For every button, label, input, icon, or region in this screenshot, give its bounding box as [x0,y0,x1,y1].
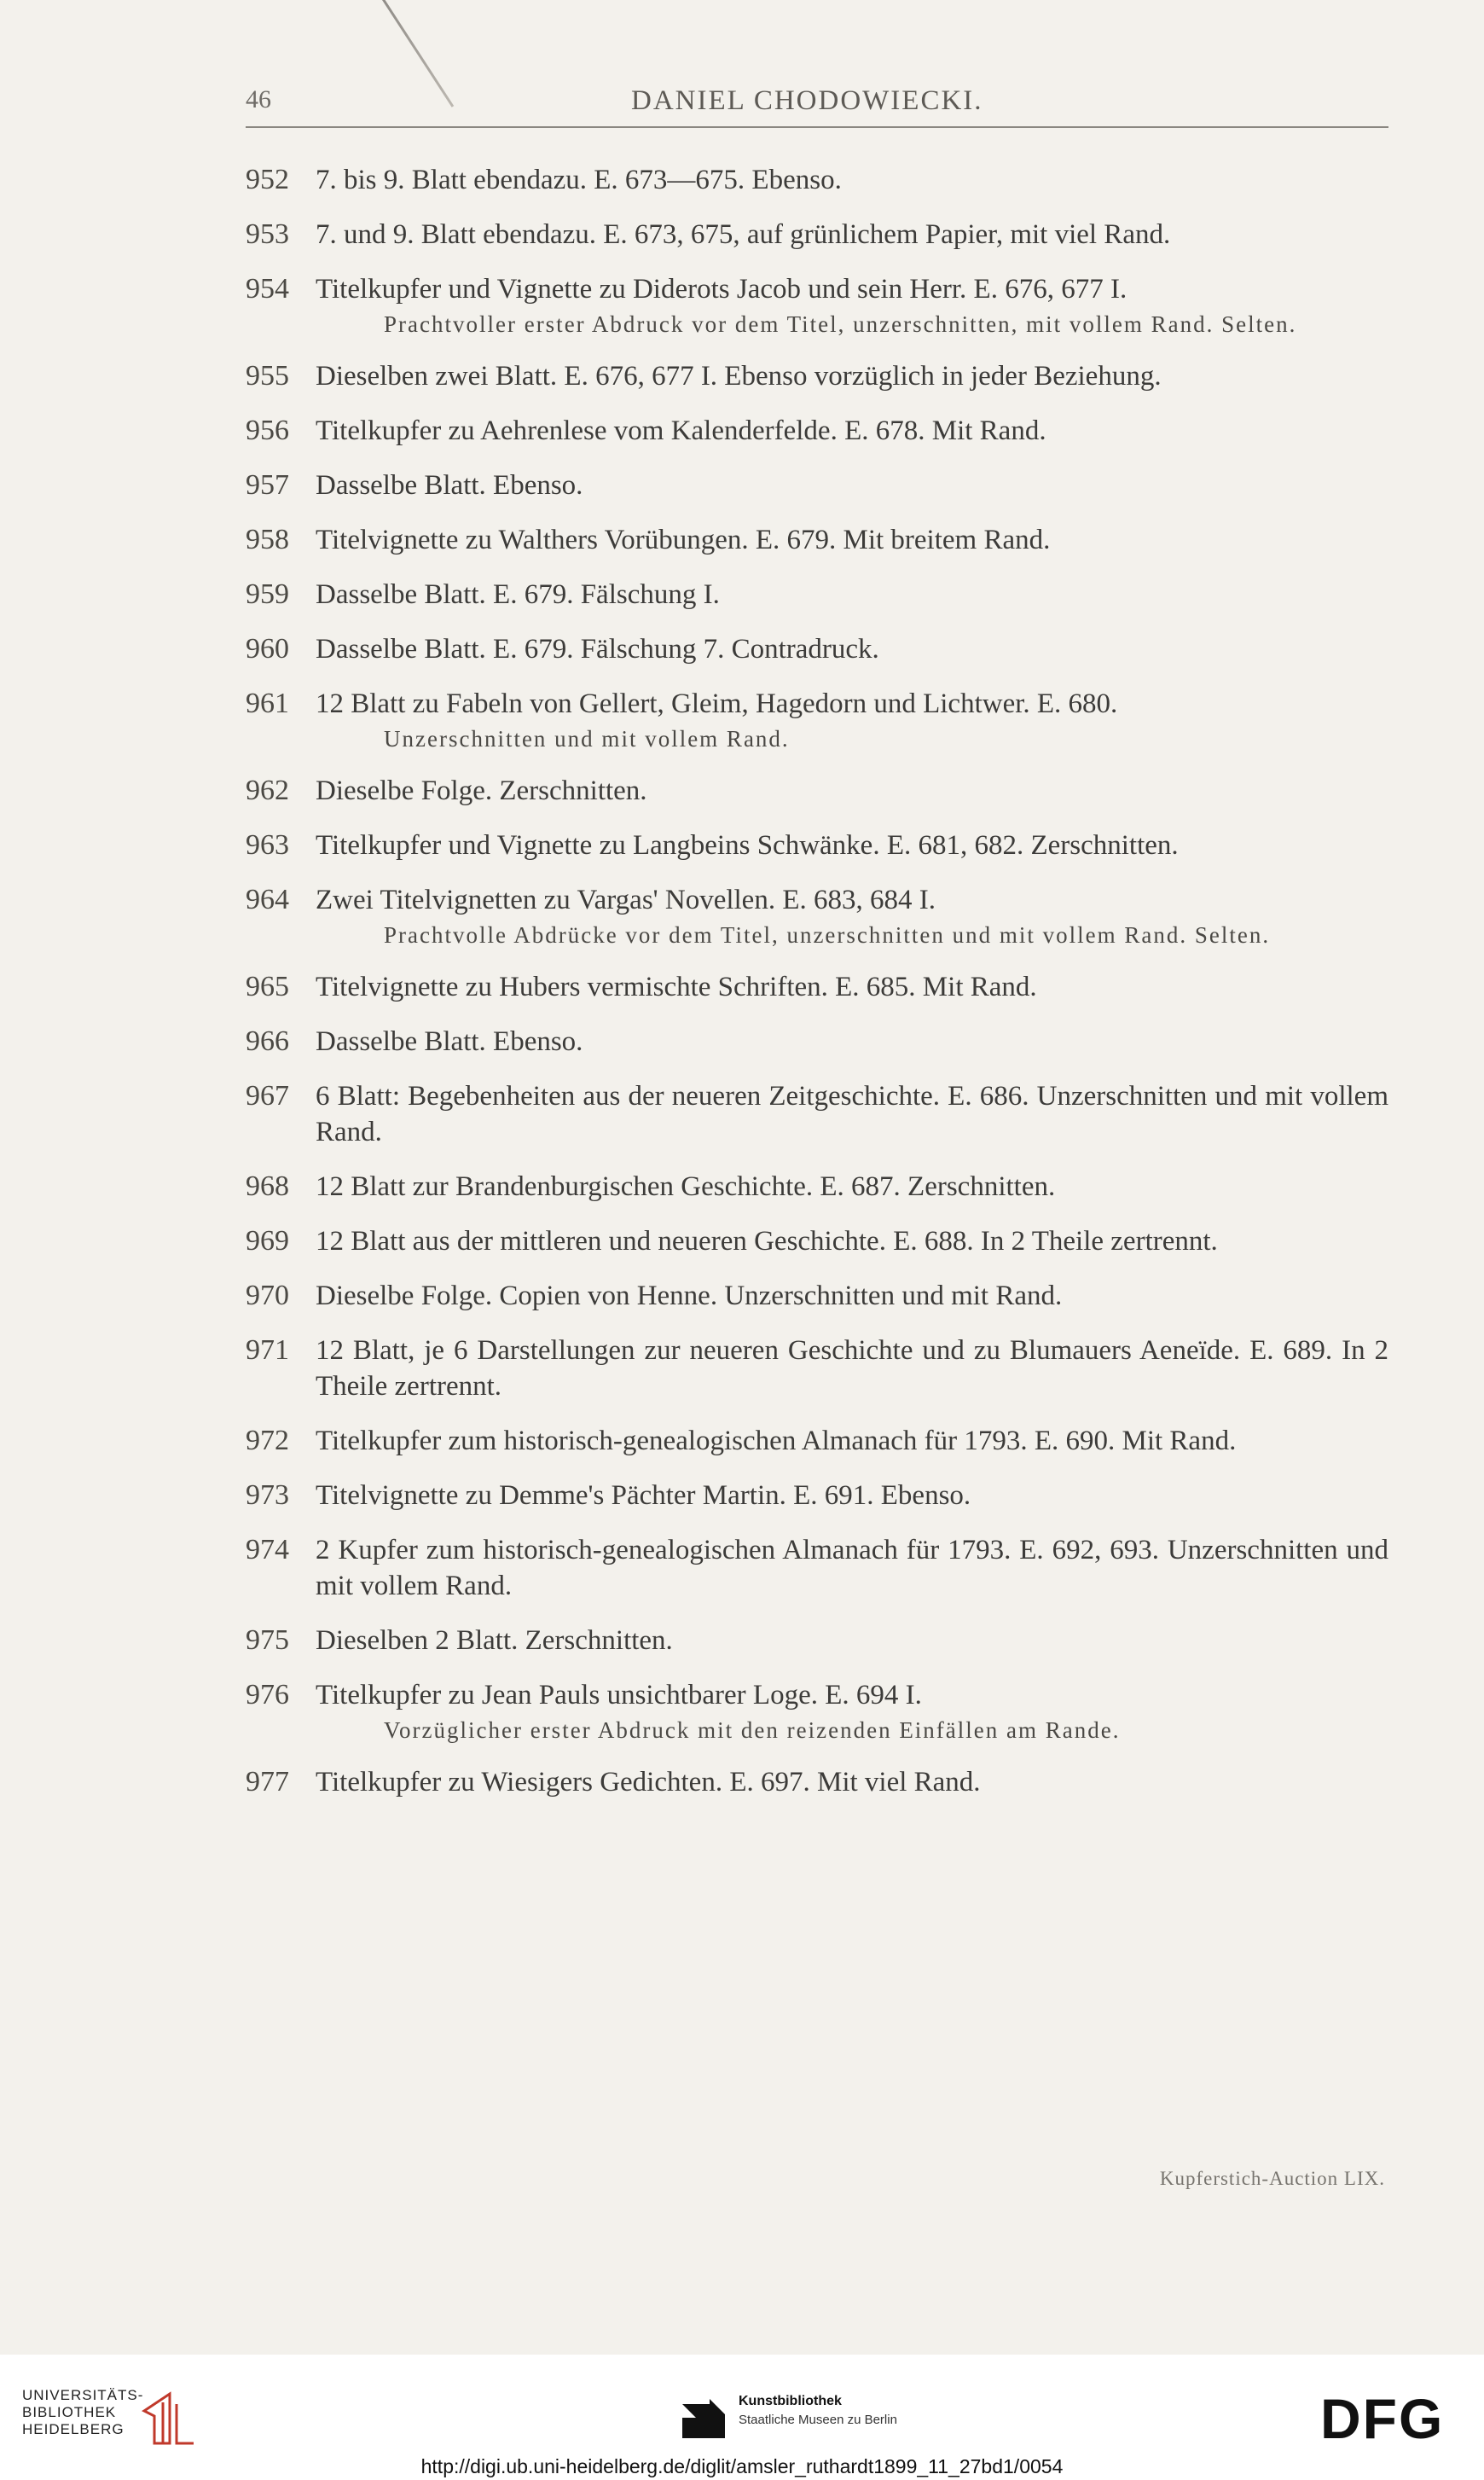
entry-description: Dasselbe Blatt. E. 679. Fälschung I. [316,579,720,610]
entry-condition-note: Unzerschnitten und mit vollem Rand. [384,726,790,752]
entry-number: 961 [246,688,289,719]
digitization-footer [0,2355,1484,2480]
ub-emblem-icon [137,2387,200,2450]
entry-description: 2 Kupfer zum historisch-genealogischen Almanach für 1793. E. 692, 693. Unzerschnitten und mit vollem Rand. [316,1535,1388,1601]
catalogue-entry [246,217,1388,253]
header-rule [246,126,1388,128]
ub-name-line-3: HEIDELBERG [22,2421,125,2437]
page-header [246,78,1388,126]
entry-description: Dieselbe Folge. Copien von Henne. Unzerschnitten und mit Rand. [316,1281,1063,1311]
catalogue-entry [246,1764,1388,1800]
entry-number: 965 [246,971,289,1002]
catalogue-entry [246,828,1388,863]
catalogue-entry [246,1278,1388,1314]
entry-description: Titelkupfer zum historisch-genealogischen Almanach für 1793. E. 690. Mit Rand. [316,1426,1237,1456]
dfg-logo[interactable] [1320,2387,1465,2447]
catalogue-entry [246,1623,1388,1658]
entry-number: 952 [246,164,289,195]
catalogue-entry [246,413,1388,449]
entry-description: Titelkupfer zu Jean Pauls unsichtbarer Loge. E. 694 I. [316,1680,922,1710]
signature-line: Kupferstich-Auction LIX. [1159,2168,1385,2189]
catalogue-entry [246,1478,1388,1513]
entry-description: 6 Blatt: Begebenheiten aus der neueren Zeitgeschichte. E. 686. Unzerschnitten und mit vollem Rand. [316,1081,1388,1147]
entry-description: Titelvignette zu Hubers vermischte Schriften. E. 685. Mit Rand. [316,972,1037,1002]
catalogue-entry [246,468,1388,503]
entry-number: 954 [246,273,289,305]
entry-description: 12 Blatt zur Brandenburgischen Geschichte. E. 687. Zerschnitten. [316,1171,1056,1202]
entry-description: 12 Blatt, je 6 Darstellungen zur neueren Geschichte und zu Blumauers Aeneïde. E. 689. In 2 Theile zertrennt. [316,1335,1388,1402]
entry-description: 12 Blatt aus der mittleren und neueren Geschichte. E. 688. In 2 Theile zertrennt. [316,1226,1218,1257]
entry-description: Titelkupfer zu Wiesigers Gedichten. E. 697. Mit viel Rand. [316,1767,981,1798]
catalogue-entry [246,1223,1388,1259]
entry-number: 955 [246,360,289,392]
catalogue-entry [246,358,1388,394]
entry-description: Titelkupfer zu Aehrenlese vom Kalenderfelde. E. 678. Mit Rand. [316,415,1046,446]
catalogue-entry [246,1024,1388,1060]
entry-number: 964 [246,884,289,915]
catalogue-entry [246,1423,1388,1459]
catalogue-entry [246,1532,1388,1604]
ub-heidelberg-logo[interactable] [22,2387,210,2450]
entry-description: 7. bis 9. Blatt ebendazu. E. 673—675. Ebenso. [316,165,842,195]
entry-description: Dieselbe Folge. Zerschnitten. [316,775,647,806]
entry-number: 974 [246,1534,289,1565]
entry-description: Zwei Titelvignetten zu Vargas' Novellen. E. 683, 684 I. [316,885,936,915]
catalogue-entry [246,686,1388,754]
entry-number: 972 [246,1425,289,1456]
kunstbibliothek-title: Kunstbibliothek [739,2394,842,2408]
entry-description: Titelvignette zu Demme's Pächter Martin. E. 691. Ebenso. [316,1480,971,1511]
entry-description: Dieselben 2 Blatt. Zerschnitten. [316,1625,673,1656]
entry-number: 975 [246,1624,289,1656]
entry-condition-note: Prachtvoller erster Abdruck vor dem Titel, unzerschnitten, mit vollem Rand. Selten. [384,311,1297,337]
entry-number: 958 [246,524,289,555]
catalogue-entry [246,271,1388,340]
entry-description: Dasselbe Blatt. Ebenso. [316,1026,583,1057]
kunstbibliothek-logo[interactable] [679,2392,935,2443]
ub-name-line-2: BIBLIOTHEK [22,2404,117,2420]
running-title: DANIEL CHODOWIECKI. [631,85,983,116]
catalogue-entry [246,162,1388,198]
entry-number: 963 [246,829,289,861]
entry-number: 957 [246,469,289,501]
entry-number: 962 [246,775,289,806]
entry-condition-note: Vorzüglicher erster Abdruck mit den reizenden Einfällen am Rande. [384,1717,1121,1743]
entry-number: 970 [246,1280,289,1311]
entry-number: 976 [246,1679,289,1710]
catalogue-entry [246,882,1388,950]
entry-number: 953 [246,218,289,250]
dfg-logo-text: DFG [1320,2387,1445,2447]
kunstbibliothek-icon [679,2392,728,2442]
entry-description: 12 Blatt zu Fabeln von Gellert, Gleim, Hagedorn und Lichtwer. E. 680. [316,688,1118,719]
catalogue-entry [246,1169,1388,1205]
entry-number: 977 [246,1766,289,1798]
catalogue-entry [246,1333,1388,1404]
catalogue-entry [246,969,1388,1005]
entry-description: 7. und 9. Blatt ebendazu. E. 673, 675, auf grünlichem Papier, mit viel Rand. [316,219,1171,250]
page-number: 46 [246,85,271,113]
entry-description: Dasselbe Blatt. Ebenso. [316,470,583,501]
catalogue-entry [246,773,1388,809]
entry-number: 967 [246,1080,289,1112]
entry-description: Titelkupfer und Vignette zu Langbeins Schwänke. E. 681, 682. Zerschnitten. [316,830,1179,861]
entry-condition-note: Prachtvolle Abdrücke vor dem Titel, unzerschnitten und mit vollem Rand. Selten. [384,922,1271,948]
entry-number: 971 [246,1334,289,1366]
kunstbibliothek-subtitle: Staatliche Museen zu Berlin [739,2413,897,2427]
entry-number: 959 [246,578,289,610]
catalogue-entry [246,1078,1388,1150]
entry-number: 969 [246,1225,289,1257]
entry-description: Dieselben zwei Blatt. E. 676, 677 I. Ebenso vorzüglich in jeder Beziehung. [316,361,1162,392]
ub-name-line-1: UNIVERSITÄTS- [22,2387,144,2403]
catalogue-entry [246,631,1388,667]
catalogue-entry [246,577,1388,613]
entry-number: 956 [246,415,289,446]
entry-description: Titelkupfer und Vignette zu Diderots Jacob und sein Herr. E. 676, 677 I. [316,274,1127,305]
catalogue-entries [246,162,1388,1819]
entry-number: 966 [246,1025,289,1057]
entry-number: 960 [246,633,289,665]
entry-description: Dasselbe Blatt. E. 679. Fälschung 7. Contradruck. [316,634,879,665]
permalink-url[interactable]: http://digi.ub.uni-heidelberg.de/diglit/amsler_ruthardt1899_11_27bd1/0054 [420,2455,1064,2477]
entry-description: Titelvignette zu Walthers Vorübungen. E. 679. Mit breitem Rand. [316,525,1051,555]
catalogue-entry [246,1677,1388,1745]
catalogue-entry [246,522,1388,558]
entry-number: 973 [246,1479,289,1511]
entry-number: 968 [246,1170,289,1202]
